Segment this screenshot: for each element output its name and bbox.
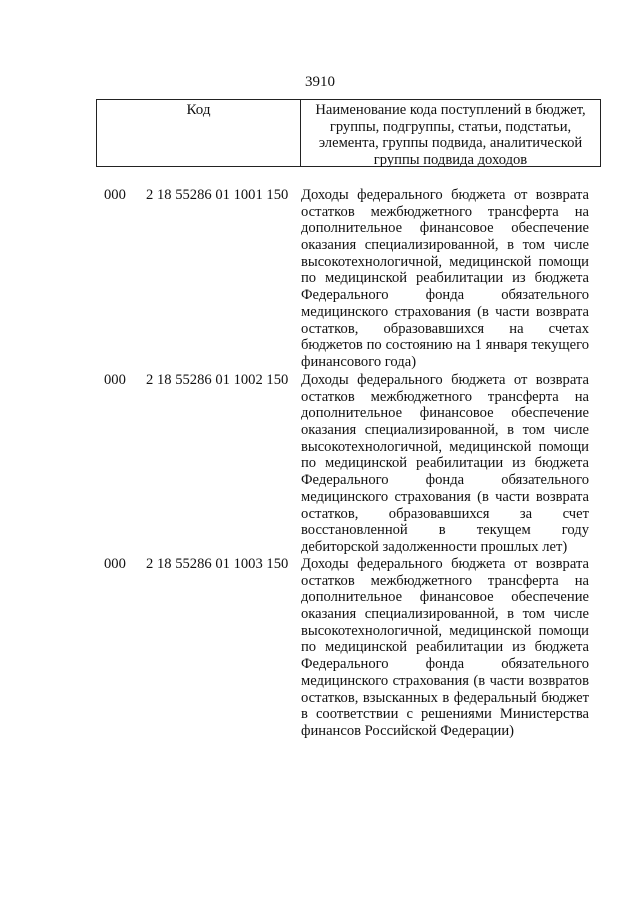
- description-line: по медицинской реабилитации из бюджета: [301, 270, 589, 287]
- description-line: медицинского страхования (в части возврата: [301, 303, 589, 320]
- description-line: оказания специализированной, в том числе: [301, 422, 589, 439]
- revenue-code: 2 18 55286 01 1003 150: [146, 556, 289, 572]
- description-line: дополнительное финансовое обеспечение: [301, 405, 589, 422]
- description-line: дополнительное финансовое обеспечение: [301, 220, 589, 237]
- description-line: Федерального фонда обязательного: [301, 287, 589, 304]
- description-line: Доходы федерального бюджета от возврата: [301, 556, 589, 572]
- admin-code: 000: [104, 187, 126, 203]
- description-line: остатков межбюджетного трансферта на: [301, 572, 589, 589]
- description-line: остатков межбюджетного трансферта на: [301, 388, 589, 405]
- description-line: остатков, образовавшихся на счетах: [301, 320, 589, 337]
- description-line: оказания специализированной, в том числе: [301, 237, 589, 254]
- revenue-code: 2 18 55286 01 1001 150: [146, 187, 289, 203]
- page-number: 3910: [305, 74, 335, 90]
- code-column-header: Код: [97, 100, 301, 166]
- description-line: дополнительное финансовое обеспечение: [301, 589, 589, 606]
- admin-code: 000: [104, 556, 126, 572]
- revenue-code: 2 18 55286 01 1002 150: [146, 372, 289, 388]
- description-line: финансового года): [301, 353, 417, 370]
- description-line: финансов Российской Федерации): [301, 722, 515, 739]
- revenue-description: [301, 372, 589, 556]
- description-line: Доходы федерального бюджета от возврата: [301, 372, 589, 388]
- description-line: бюджетов по состоянию на 1 января текущего: [301, 337, 589, 354]
- description-line: дебиторской задолженности прошлых лет): [301, 538, 568, 555]
- description-line: высокотехнологичной, медицинской помощи: [301, 253, 589, 270]
- revenue-description: [301, 556, 589, 740]
- description-line: по медицинской реабилитации из бюджета: [301, 639, 589, 656]
- revenue-description: [301, 187, 589, 371]
- description-line: Федерального фонда обязательного: [301, 472, 589, 489]
- description-line: медицинского страхования (в части возврата: [301, 488, 589, 505]
- admin-code: 000: [104, 372, 126, 388]
- description-line: высокотехнологичной, медицинской помощи: [301, 622, 589, 639]
- description-line: оказания специализированной, в том числе: [301, 606, 589, 623]
- description-line: Доходы федерального бюджета от возврата: [301, 187, 589, 203]
- description-line: в соответствии с решениями Министерства: [301, 706, 589, 723]
- description-line: Федерального фонда обязательного: [301, 656, 589, 673]
- description-line: восстановленной в текущем году: [301, 522, 589, 539]
- name-column-header: [301, 100, 600, 166]
- description-line: остатков, образовавшихся за счет: [301, 505, 589, 522]
- description-line: остатков, взысканных в федеральный бюджет: [301, 689, 589, 706]
- name-header-line: группы, подгруппы, статьи, подстатьи,: [329, 118, 572, 135]
- name-header-line: группы подвида доходов: [373, 151, 528, 168]
- description-line: медицинского страхования (в части возвратов: [301, 672, 589, 689]
- table-header: [96, 99, 601, 167]
- description-line: высокотехнологичной, медицинской помощи: [301, 438, 589, 455]
- name-header-line: элемента, группы подвида, аналитической: [318, 135, 583, 152]
- name-header-line: Наименование кода поступлений в бюджет,: [315, 102, 586, 118]
- description-line: остатков межбюджетного трансферта на: [301, 203, 589, 220]
- description-line: по медицинской реабилитации из бюджета: [301, 455, 589, 472]
